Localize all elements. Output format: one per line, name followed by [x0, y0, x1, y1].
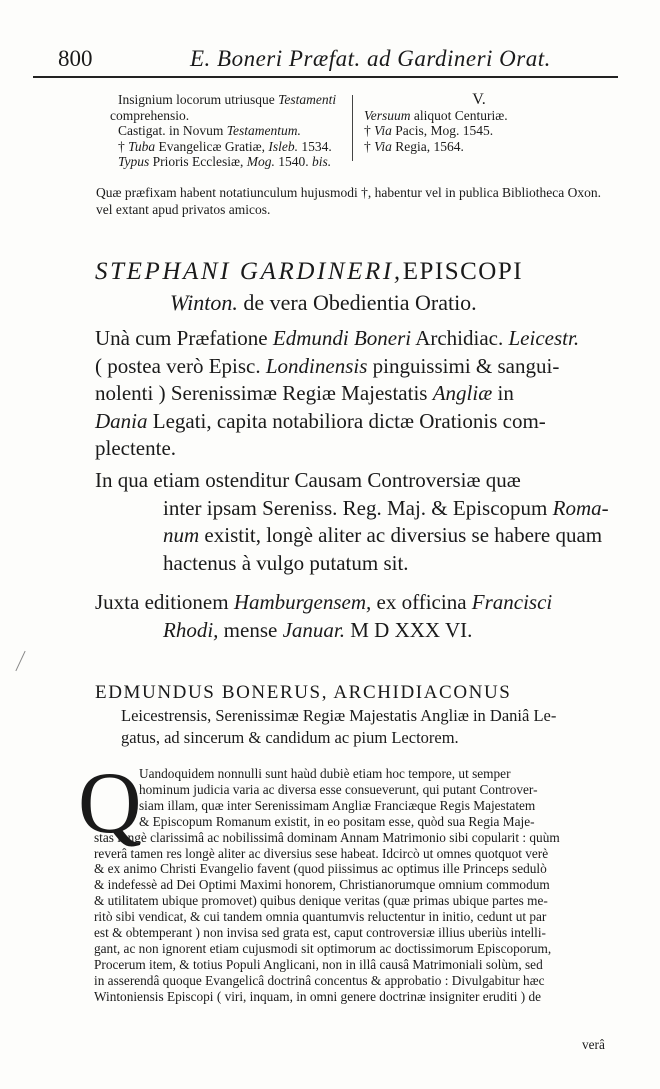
left-column-list — [110, 92, 350, 170]
italic-text: Hamburgensem, — [233, 590, 372, 614]
drop-cap: Q — [78, 755, 142, 852]
text-span: Castigat. in Novum — [118, 123, 227, 138]
italic-text: Via — [374, 123, 392, 138]
text-span: Archidiac. — [411, 326, 509, 350]
subheading-line: Leicestrensis, Serenissimæ Regiæ Majestatis Angliæ in Daniâ Le- — [121, 706, 557, 725]
title-paragraph-1 — [95, 325, 615, 463]
italic-text: Testamenti — [278, 92, 337, 107]
italic-text: Versuum — [364, 107, 411, 123]
italic-text: Rhodi, — [163, 617, 219, 642]
main-title — [95, 258, 615, 286]
italic-text: Testamentum. — [226, 123, 301, 138]
catchword: verâ — [582, 1037, 605, 1052]
list-item — [110, 108, 350, 124]
text-span: nolenti ) Serenissimæ Regiæ Majestatis — [95, 381, 433, 405]
subtitle-winton: Winton. — [170, 290, 238, 315]
body-line: & indefessè ad Dei Optimi Maximi honorem, Christianorumque omnium commodum — [94, 877, 550, 893]
text-span: aliquot Centuriæ. — [410, 107, 508, 123]
italic-text: Isleb. — [268, 138, 298, 154]
list-item — [364, 139, 564, 155]
body-line: stas longè clarissimâ ac nobilissimâ dominam Annam Matrimonio sibi copularit : quùm — [94, 829, 560, 845]
section-subheading — [121, 705, 556, 749]
paragraph-line — [95, 467, 615, 495]
text-span: Regia, 1564. — [391, 138, 464, 154]
italic-text: Tuba — [128, 138, 156, 154]
text-span: In qua etiam ostenditur Causam Controversiæ quæ — [95, 468, 521, 492]
italic-text: Mog. — [246, 154, 275, 169]
column-divider — [352, 95, 353, 161]
text-span: † — [118, 138, 129, 154]
text-span: in — [492, 381, 514, 405]
dagger-note: Quæ præfixam habent notatiunculum hujusmodi †, habentur vel in publica Bibliotheca Oxon. vel extant apud privatos amicos. — [96, 185, 602, 217]
list-item — [110, 154, 350, 170]
body-line: & ex animo Christi Evangelio favent (quod piissimus ac optimus ille Princeps sedulò — [94, 861, 547, 877]
body-line: in asserendâ quoque Evangelicâ doctrinâ concentus & approbatio : Divulgabitur hæc — [94, 972, 545, 988]
text-span: ex officina — [371, 590, 472, 614]
body-line: reverâ tamen res longè aliter ac diversius sese habeat. Idcircò ut omnes quotquot verè — [94, 845, 549, 861]
text-span: † — [364, 123, 375, 138]
paragraph-line — [95, 380, 615, 408]
italic-text: Edmundi Boneri — [272, 326, 412, 350]
text-span: Unà cum Præfatione — [95, 326, 273, 350]
list-item — [110, 123, 350, 139]
list-item — [364, 108, 564, 124]
list-item — [110, 92, 350, 108]
subtitle-rest: de vera Obedientia Oratio. — [237, 290, 477, 315]
imprint-paragraph — [95, 589, 615, 644]
text-span: Prioris Ecclesiæ, — [149, 154, 247, 169]
body-line: & Episcopum Romanum existit, in eo positam esse, quòd sua Regia Maje- — [139, 813, 535, 829]
title-episcopi: EPISCOPI — [402, 258, 524, 285]
list-item — [110, 139, 350, 155]
italic-text: Dania — [95, 408, 148, 433]
italic-text: Angliæ — [432, 381, 493, 405]
text-span: ( postea verò Episc. — [95, 353, 266, 378]
paragraph-line — [95, 408, 615, 436]
text-span: † — [364, 138, 375, 154]
italic-text: num — [163, 523, 200, 547]
italic-text: Francisci — [471, 590, 553, 614]
text-span: pinguissimi & sangui- — [367, 353, 560, 378]
list-item — [364, 123, 564, 139]
paragraph-line — [95, 522, 615, 550]
paragraph-line — [95, 353, 615, 381]
text-span: plectente. — [95, 436, 177, 460]
text-span: 1540. — [274, 154, 313, 169]
text-span: inter ipsam Sereniss. Reg. Maj. & Episcopum — [163, 495, 553, 520]
body-line: hominum judicia varia ac diversa esse consueverunt, qui putant Controver- — [139, 781, 538, 797]
text-span: hactenus à vulgo putatum sit. — [163, 550, 409, 575]
paragraph-line — [95, 495, 615, 523]
text-span: Juxta editionem — [95, 590, 234, 614]
text-span: mense — [218, 617, 283, 642]
body-line: Wintoniensis Episcopi ( viri, inquam, in omni genere doctrinæ insigniter eruditi ) de — [94, 988, 542, 1004]
subheading-line: gatus, ad sincerum & candidum ac pium Lectorem. — [121, 728, 459, 747]
page-number: 800 — [58, 46, 93, 71]
right-column-list — [364, 92, 564, 154]
body-line: ritò sibi vendicat, & cui tandem omnia quantumvis reluctentur in initio, cedunt ut par — [94, 909, 547, 925]
running-title: E. Boneri Præfat. ad Gardineri Orat. — [190, 46, 551, 71]
section-heading: EDMUNDUS BONERUS, ARCHIDIACONUS — [95, 682, 512, 703]
body-line: & utilitatem ubique promovet) quibus denique veritas (quæ primas ubique partes me- — [94, 893, 548, 909]
text-span: Evangelicæ Gratiæ, — [155, 138, 269, 154]
paragraph-line — [95, 589, 615, 617]
margin-mark — [15, 651, 25, 671]
italic-text: Via — [374, 138, 392, 154]
text-span: M D XXX VI. — [345, 617, 473, 642]
italic-text: Leicestr. — [508, 326, 580, 350]
italic-text: Londinensis — [265, 353, 368, 378]
italic-text: Roma- — [552, 495, 609, 520]
body-line: est & obtemperant ) non invisa sed grata est, caput controversiæ illius uberiùs intelli- — [94, 925, 546, 941]
body-line: gant, ac non ignorent etiam cujusmodi sit optimorum ac doctissimorum Episcoporum, — [94, 940, 552, 956]
body-line: Uandoquidem nonnulli sunt haùd dubiè etiam hoc tempore, ut semper — [139, 766, 511, 781]
paragraph-line — [95, 325, 615, 353]
text-span: Insignium locorum utriusque — [118, 92, 279, 107]
text-span: existit, longè aliter ac diversius se habere quam — [199, 523, 603, 547]
header-rule — [33, 76, 618, 78]
text-span: Pacis, Mog. 1545. — [391, 123, 494, 138]
paragraph-line — [95, 435, 615, 463]
text-span: 1534. — [298, 138, 332, 154]
title-paragraph-2 — [95, 467, 615, 577]
subtitle — [170, 290, 477, 316]
paragraph-line — [95, 550, 615, 578]
text-span: comprehensio. — [110, 107, 190, 123]
text-span: Legati, capita notabiliora dictæ Orationis com- — [147, 408, 546, 433]
body-text — [94, 766, 600, 1005]
paragraph-line — [95, 617, 615, 645]
body-line: siam illam, quæ inter Serenissimam Angliæ Franciæque Regis Majestatem — [139, 797, 536, 813]
italic-text: Januar. — [282, 617, 345, 642]
italic-text: Typus — [118, 154, 150, 169]
title-name: STEPHANI GARDINERI, — [95, 258, 403, 285]
italic-text: bis. — [312, 154, 332, 169]
section-numeral: V. — [472, 91, 486, 108]
body-line: Procerum item, & totius Populi Anglicani, non in illâ causâ Matrimoniali solùm, sed — [94, 956, 543, 972]
